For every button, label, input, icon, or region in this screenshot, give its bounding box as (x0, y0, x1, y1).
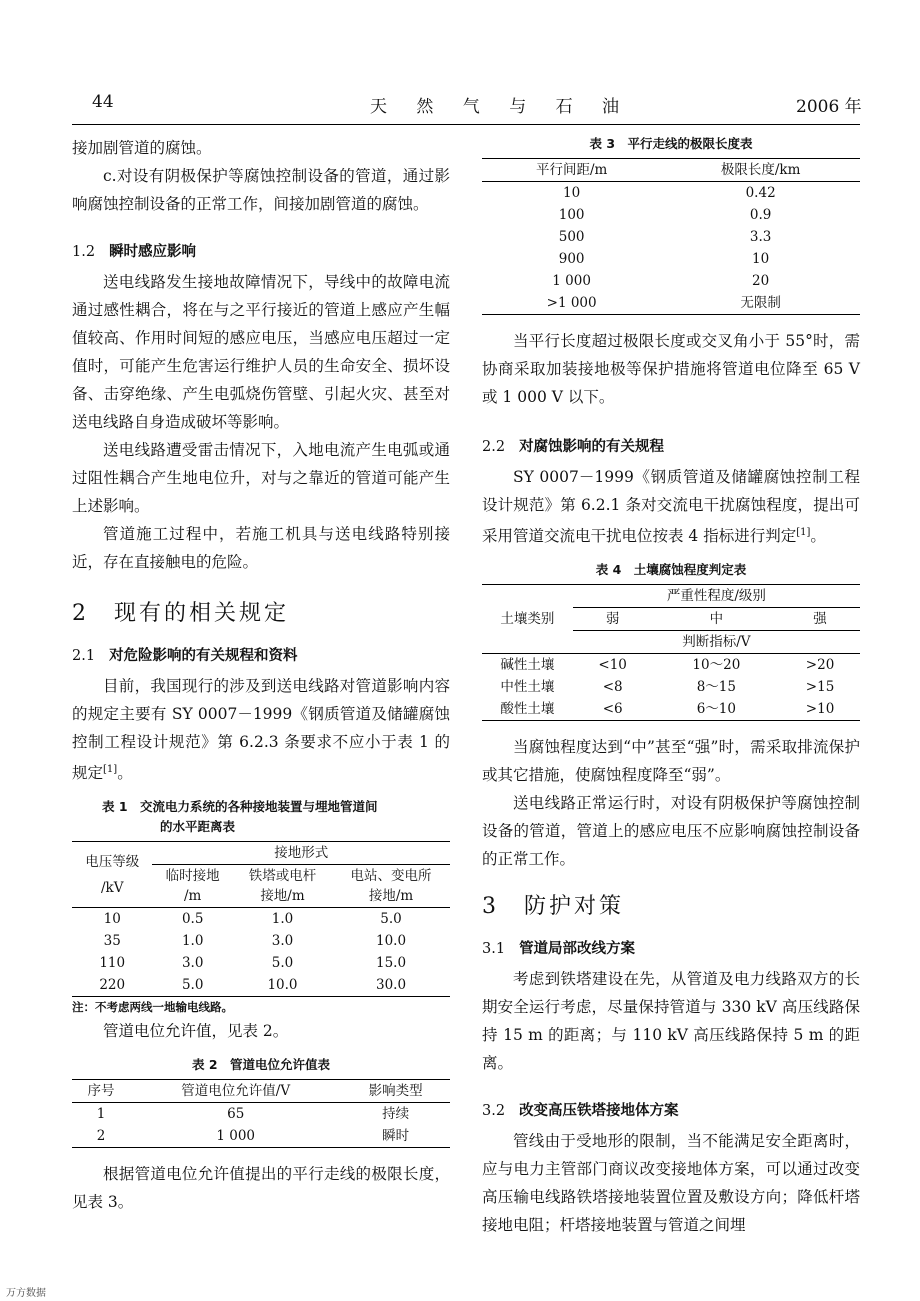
table-row: 500 3.3 (558, 229, 772, 245)
section-title: 3 防护对策 (482, 894, 624, 920)
table1 (72, 841, 450, 997)
section-heading: 3.2 改变高压铁塔接地体方案 (482, 1103, 679, 1120)
paragraph: 送电线路发生接地故障情况下，导线中的故障电流通过感性耦合，将在与之平行接近的管道上感应产生幅值较高、作用时间短的感应电压，当感应电压超过一定值时，可能产生危害运行维护人员的生命安全、损坏设备、击穿绝缘、产生电弧烧伤管壁、引起火灾、甚至对送电线路自身造成破坏等影响。 (72, 273, 450, 431)
table3 (482, 158, 860, 315)
table-row: 10 0.42 (563, 185, 776, 201)
year-label: 2006 年 (796, 97, 862, 117)
table-row: 2 1 000 瞬时 (72, 1125, 450, 1148)
table-row: 220 5.0 10.0 30.0 (72, 974, 450, 997)
paragraph: 管道施工过程中，若施工机具与送电线路特别接近，存在直接触电的危险。 (72, 525, 450, 571)
table-header-cell: 中 (709, 611, 724, 628)
table-row: 110 3.0 5.0 15.0 (99, 955, 407, 972)
table2-caption: 表 2 管道电位允许值表 (191, 1057, 331, 1073)
paragraph: 考虑到铁塔建设在先，从管道及电力线路双方的长期安全运行考虑，尽量保持管道与 330 kV 高压线路保持 15 m 的距离；与 110 kV 高压线路保持 5 m 的距离。 (482, 970, 860, 1073)
section-heading: 2.2 对腐蚀影响的有关规程 (482, 439, 665, 455)
section-title: 2 现有的相关规定 (72, 601, 289, 626)
table-row: 10 0.5 1.0 5.0 (103, 911, 402, 928)
table-row: 1 000 20 (552, 273, 770, 289)
section-heading: 2.1 对危险影响的有关规程和资料 (72, 648, 298, 664)
table4 (482, 584, 860, 721)
paragraph: 接加剧管道的腐蚀。 (72, 139, 212, 157)
paragraph: SY 0007－1999《钢质管道及储罐腐蚀控制工程设计规范》第 6.2.1 条对交流电干扰腐蚀程度，提出可采用管道交流电干扰电位按表 4 指标进行判定[1]。 (482, 468, 860, 546)
table-row: 100 0.9 (558, 207, 772, 223)
paragraph: 根据管道电位允许值提出的平行走线的极限长度，见表 3。 (72, 1165, 450, 1212)
table4-caption: 表 4 土壤腐蚀程度判定表 (595, 562, 747, 578)
table-header-cell: 弱 (605, 611, 620, 628)
citation: [1] (796, 527, 811, 538)
section-heading: 1.2 瞬时感应影响 (72, 244, 197, 260)
paragraph: 管线由于受地形的限制，当不能满足安全距离时，应与电力主管部门商议改变接地体方案，可以通过改变高压输电线路铁塔接地装置位置及敷设方向；降低杆塔接地电阻；杆塔接地装置与管道之间埋 (482, 1132, 860, 1235)
source-watermark: 万方数据 (6, 1288, 46, 1299)
paragraph: 目前，我国现行的涉及到送电线路对管道影响内容的规定主要有 SY 0007－1999《钢质管道及储罐腐蚀控制工程设计规范》第 6.2.3 条要求不应小于表 1 的规定[1]。 (72, 677, 450, 783)
table1-caption: 表 1 交流电力系统的各种接地装置与埋地管道间 (102, 799, 378, 815)
table-header-cell: 极限长度/km (720, 162, 801, 178)
table-header-cell: 严重性程度/级别 (573, 585, 860, 608)
table-row: 酸性土壤 <6 6～10 >10 (482, 698, 860, 721)
paragraph: 当平行长度超过极限长度或交叉角小于 55°时，需协商采取加装接地极等保护措施将管道电位降至 65 V 或 1 000 V 以下。 (482, 332, 860, 406)
table-header-cell: 土壤类别 (482, 585, 573, 654)
table-header-cell: 电站、变电所 接地/m (350, 868, 432, 905)
table-header-cell: 序号 (87, 1083, 115, 1100)
left-column (72, 134, 450, 1216)
table-header-cell: 临时接地 /m (165, 868, 220, 905)
table-header-cell: 电压等级 /kV (85, 854, 140, 897)
table2 (72, 1079, 450, 1148)
citation: [1] (103, 764, 118, 775)
table-row: 1 65 持续 (96, 1106, 410, 1123)
paragraph: 管道电位允许值，见表 2。 (103, 1022, 289, 1041)
journal-title: 天 然 气 与 石 油 (370, 97, 632, 117)
table-row: 中性土壤 <8 8～15 >15 (500, 679, 835, 696)
table-row: 900 10 (558, 251, 770, 267)
paragraph: 送电线路正常运行时，对设有阴极保护等腐蚀控制设备的管道，管道上的感应电压不应影响腐蚀控制设备的正常工作。 (482, 794, 860, 869)
table-header-cell: 判断指标/V (682, 634, 751, 651)
right-column (482, 134, 860, 1239)
table1-caption-cont: 的水平距离表 (160, 819, 236, 835)
table-header-cell: 影响类型 (368, 1083, 423, 1100)
table-row: >1 000 无限制 (482, 292, 860, 315)
table-header-cell: 铁塔或电杆 接地/m (248, 868, 317, 905)
page-number: 44 (92, 92, 114, 112)
table-row: 碱性土壤 <10 10～20 >20 (500, 657, 835, 674)
paragraph: 送电线路遭受雷击情况下，入地电流产生电弧或通过阻性耦合产生地电位升，对与之靠近的管道可能产生上述影响。 (72, 441, 450, 515)
table-header-cell: 接地形式 (152, 842, 450, 865)
header-rule (72, 124, 860, 125)
section-heading: 3.1 管道局部改线方案 (482, 941, 636, 958)
table1-note: 注：不考虑两线一地输电线路。 (72, 1000, 233, 1015)
table-header-cell: 强 (813, 611, 827, 628)
table3-caption: 表 3 平行走线的极限长度表 (589, 136, 753, 151)
table-header-cell: 管道电位允许值/V (181, 1083, 291, 1100)
table-row: 35 1.0 3.0 10.0 (103, 933, 407, 950)
table-header-cell: 平行间距/m (535, 162, 608, 178)
paragraph: c.对设有阴极保护等腐蚀控制设备的管道，通过影响腐蚀控制设备的正常工作，间接加剧管道的腐蚀。 (72, 167, 450, 213)
paragraph: 当腐蚀程度达到“中”甚至“强”时，需采取排流保护或其它措施，使腐蚀程度降至“弱”。 (482, 738, 860, 785)
